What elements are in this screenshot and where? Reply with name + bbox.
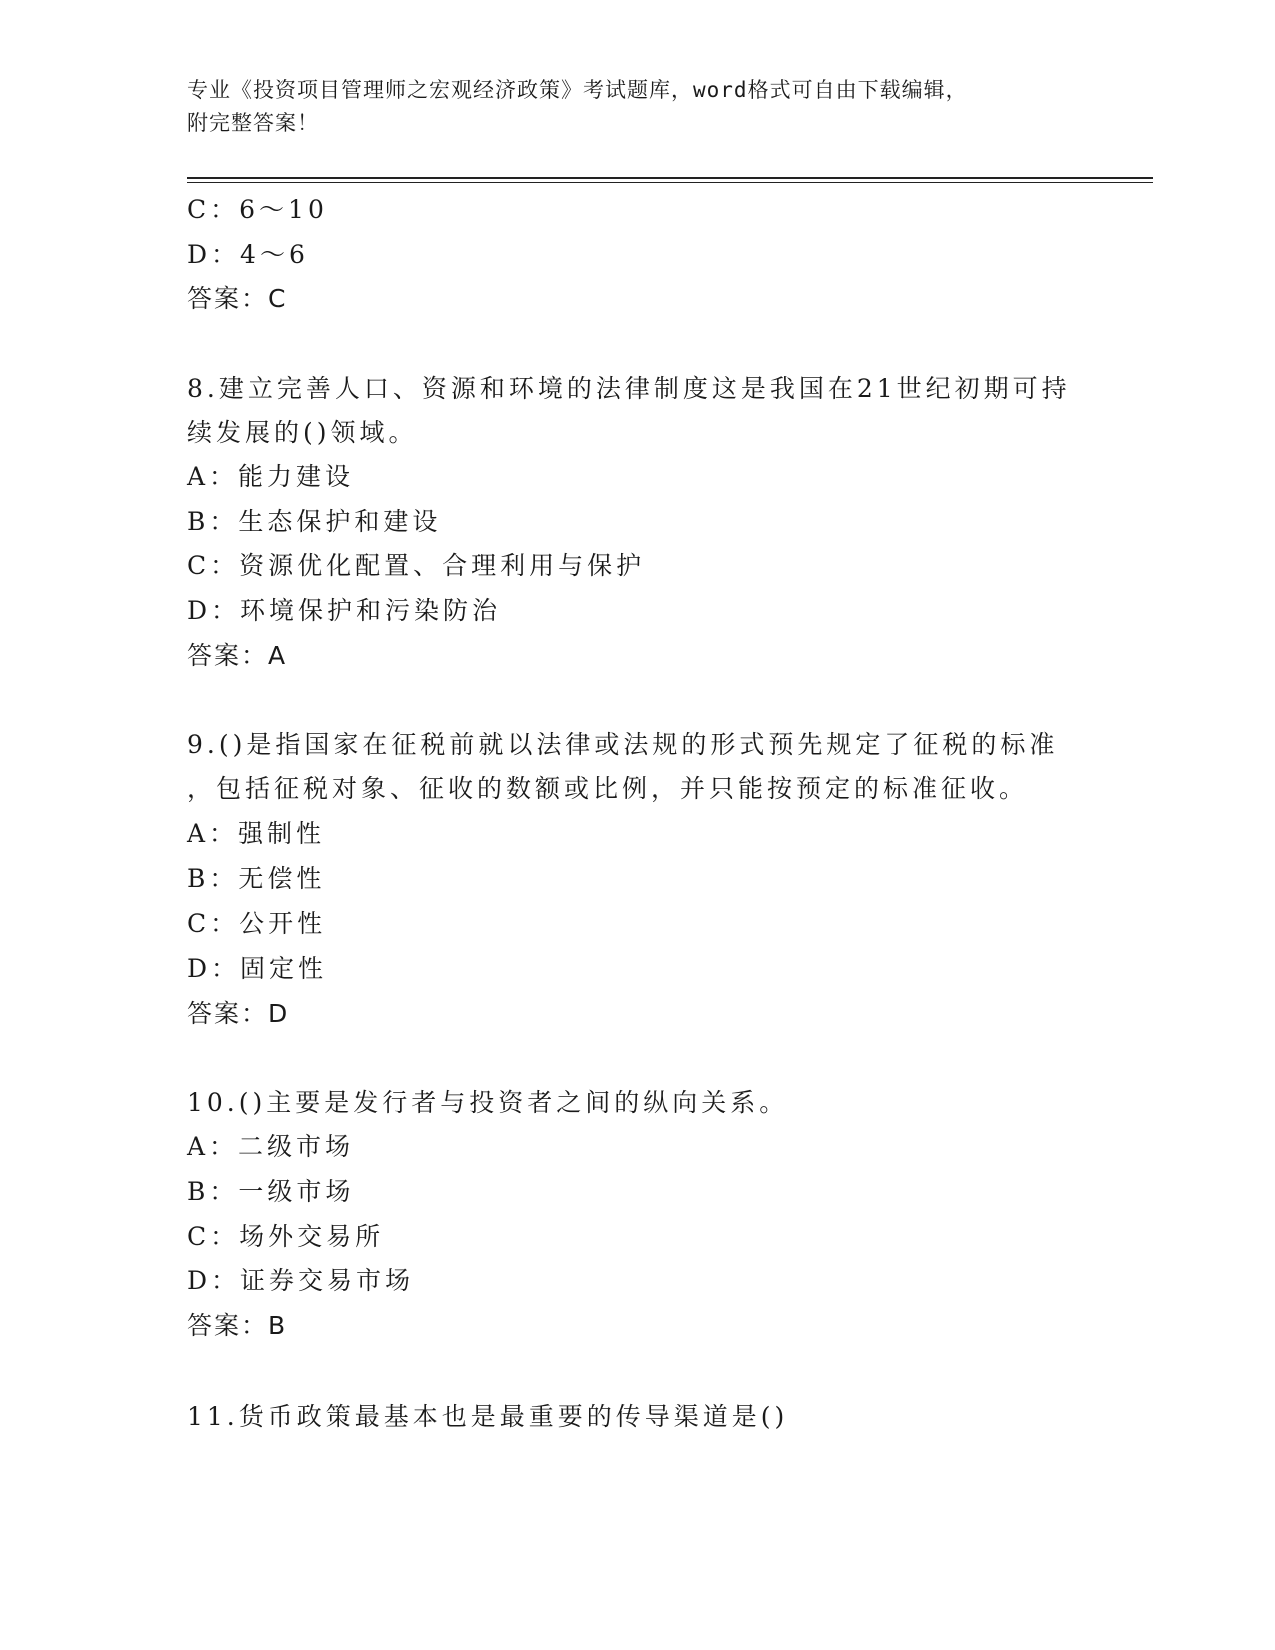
question-stem: 10.()主要是发行者与投资者之间的纵向关系。 bbox=[187, 1088, 789, 1117]
header-divider bbox=[187, 177, 1153, 179]
option-c: C：场外交易所 bbox=[187, 1222, 385, 1251]
option-c: C：6～10 bbox=[187, 195, 328, 224]
option-a: A：强制性 bbox=[187, 819, 326, 848]
header-line-1: 专业《投资项目管理师之宏观经济政策》考试题库，word格式可自由下载编辑， bbox=[187, 78, 968, 102]
answer: 答案：C bbox=[187, 284, 288, 313]
option-b: B：一级市场 bbox=[187, 1177, 355, 1206]
answer: 答案：D bbox=[187, 999, 290, 1028]
question-stem: 11.货币政策最基本也是最重要的传导渠道是() bbox=[187, 1402, 789, 1431]
question-stem-continued: 续发展的()领域。 bbox=[187, 418, 418, 447]
question-stem: 8.建立完善人口、资源和环境的法律制度这是我国在21世纪初期可持 bbox=[187, 374, 1071, 403]
option-d: D：环境保护和污染防治 bbox=[187, 596, 502, 625]
option-d: D：证券交易市场 bbox=[187, 1266, 415, 1295]
option-c: C：公开性 bbox=[187, 909, 327, 938]
header-divider-thin bbox=[187, 182, 1153, 183]
answer: 答案：A bbox=[187, 641, 288, 670]
option-c: C：资源优化配置、合理利用与保护 bbox=[187, 551, 646, 580]
answer: 答案：B bbox=[187, 1311, 288, 1340]
question-stem-continued: ，包括征税对象、征收的数额或比例，并只能按预定的标准征收。 bbox=[187, 774, 1029, 803]
document-header bbox=[187, 74, 1087, 140]
option-a: A：二级市场 bbox=[187, 1132, 355, 1161]
option-d: D：固定性 bbox=[187, 954, 328, 983]
header-line-2: 附完整答案！ bbox=[187, 111, 319, 135]
option-b: B：无偿性 bbox=[187, 864, 326, 893]
option-b: B：生态保护和建设 bbox=[187, 507, 442, 536]
question-stem: 9.()是指国家在征税前就以法律或法规的形式预先规定了征税的标准 bbox=[187, 730, 1059, 759]
option-a: A：能力建设 bbox=[187, 462, 355, 491]
option-d: D：4～6 bbox=[187, 240, 309, 269]
